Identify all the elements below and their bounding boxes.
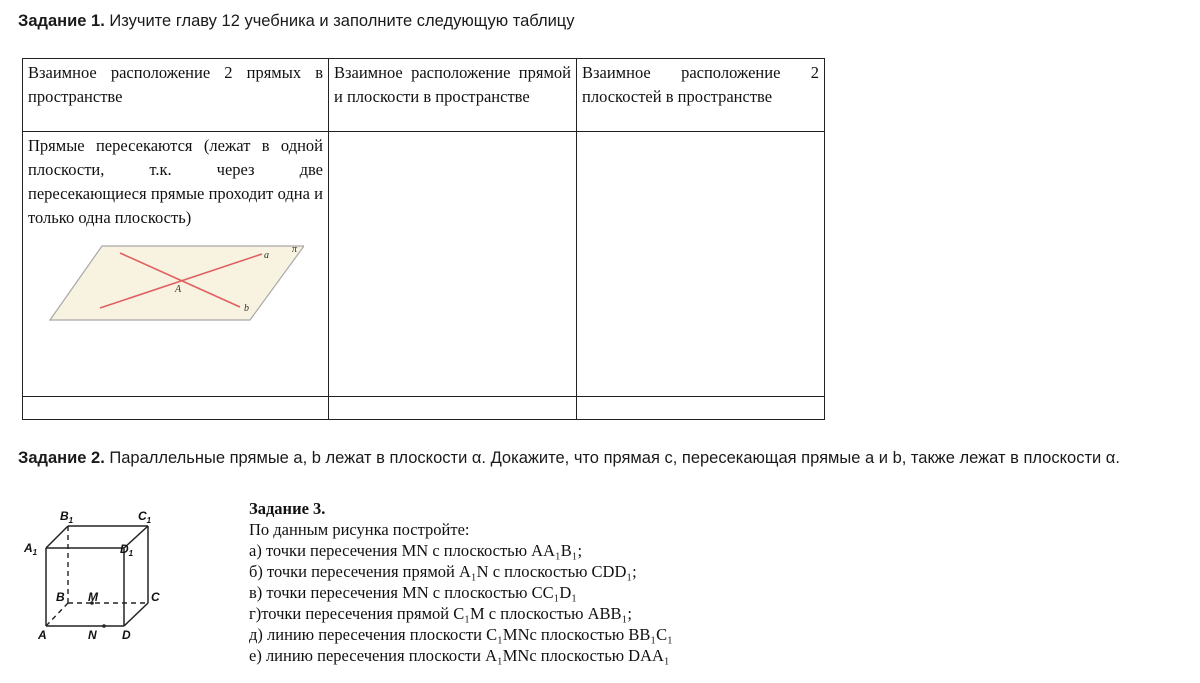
edge-a1-b1 [46, 526, 68, 548]
list-item: а) точки пересечения MN с плоскостью AA₁B₁; [249, 541, 583, 560]
list-item: в) точки пересечения MN с плоскостью CC₁D₁ [249, 583, 578, 602]
summary-table [22, 58, 825, 420]
table-cell-empty [23, 397, 329, 420]
edge-d-c [124, 603, 148, 626]
cube-figure [20, 506, 170, 648]
label-pi: π [292, 244, 298, 255]
task3-title: Задание 3. [249, 499, 326, 518]
label-n: N [88, 628, 97, 642]
label-m: M [88, 590, 98, 604]
list-item: б) точки пересечения прямой A₁N с плоскостью CDD₁; [249, 562, 637, 581]
table-cell-empty [329, 132, 577, 397]
table-cell-empty [577, 397, 825, 420]
label-b: B [56, 590, 65, 604]
table-row [23, 397, 825, 420]
edge-a-b [46, 603, 68, 626]
task2-label: Задание 2. [18, 449, 105, 467]
label-a: A [38, 628, 47, 642]
label-A: A [175, 284, 182, 295]
header-cell-planes: Взаимное расположение 2 плоскостей в пространстве [577, 59, 825, 132]
table-header-row [23, 59, 825, 132]
task1-label: Задание 1. [18, 12, 105, 30]
intersecting-lines-figure [42, 240, 304, 332]
task1-heading [18, 10, 575, 32]
label-d1: $D_1$ [120, 542, 134, 558]
label-c1: $C_1$ [138, 509, 152, 525]
task3-block [249, 498, 673, 666]
label-b: b [244, 303, 249, 314]
list-item: г)точки пересечения прямой C₁M с плоскостью ABB₁; [249, 604, 632, 623]
label-c: C [151, 590, 160, 604]
task1-text: Изучите главу 12 учебника и заполните следующую таблицу [104, 12, 575, 30]
point-n [102, 624, 106, 628]
label-a: a [264, 250, 269, 261]
header-cell-line-plane: Взаимное расположение прямой и плоскости в пространстве [329, 59, 577, 132]
list-item: е) линию пересечения плоскости A₁MNc плоскостью DAA₁ [249, 646, 670, 665]
table-cell-intersecting-lines [23, 132, 329, 397]
table-cell-empty [329, 397, 577, 420]
label-d: D [122, 628, 131, 642]
label-b1: $B_1$ [60, 509, 74, 525]
intersecting-lines-text: Прямые пересекаются (лежат в одной плоскости, т.к. через две пересекающиеся прямые проходит одна и только одна плоскость) [28, 136, 323, 227]
header-cell-lines: Взаимное расположение 2 прямых в пространстве [23, 59, 329, 132]
table-cell-empty [577, 132, 825, 397]
task2-heading [18, 447, 1120, 469]
task2-text: Параллельные прямые a, b лежат в плоскости α. Докажите, что прямая c, пересекающая прямые a и b, также лежат в плоскости α. [104, 449, 1120, 467]
task3-intro: По данным рисунка постройте: [249, 520, 470, 539]
label-a1: $A_1$ [24, 541, 38, 557]
table-row [23, 132, 825, 397]
list-item: д) линию пересечения плоскости C₁MNc плоскостью BB₁C₁ [249, 625, 673, 644]
